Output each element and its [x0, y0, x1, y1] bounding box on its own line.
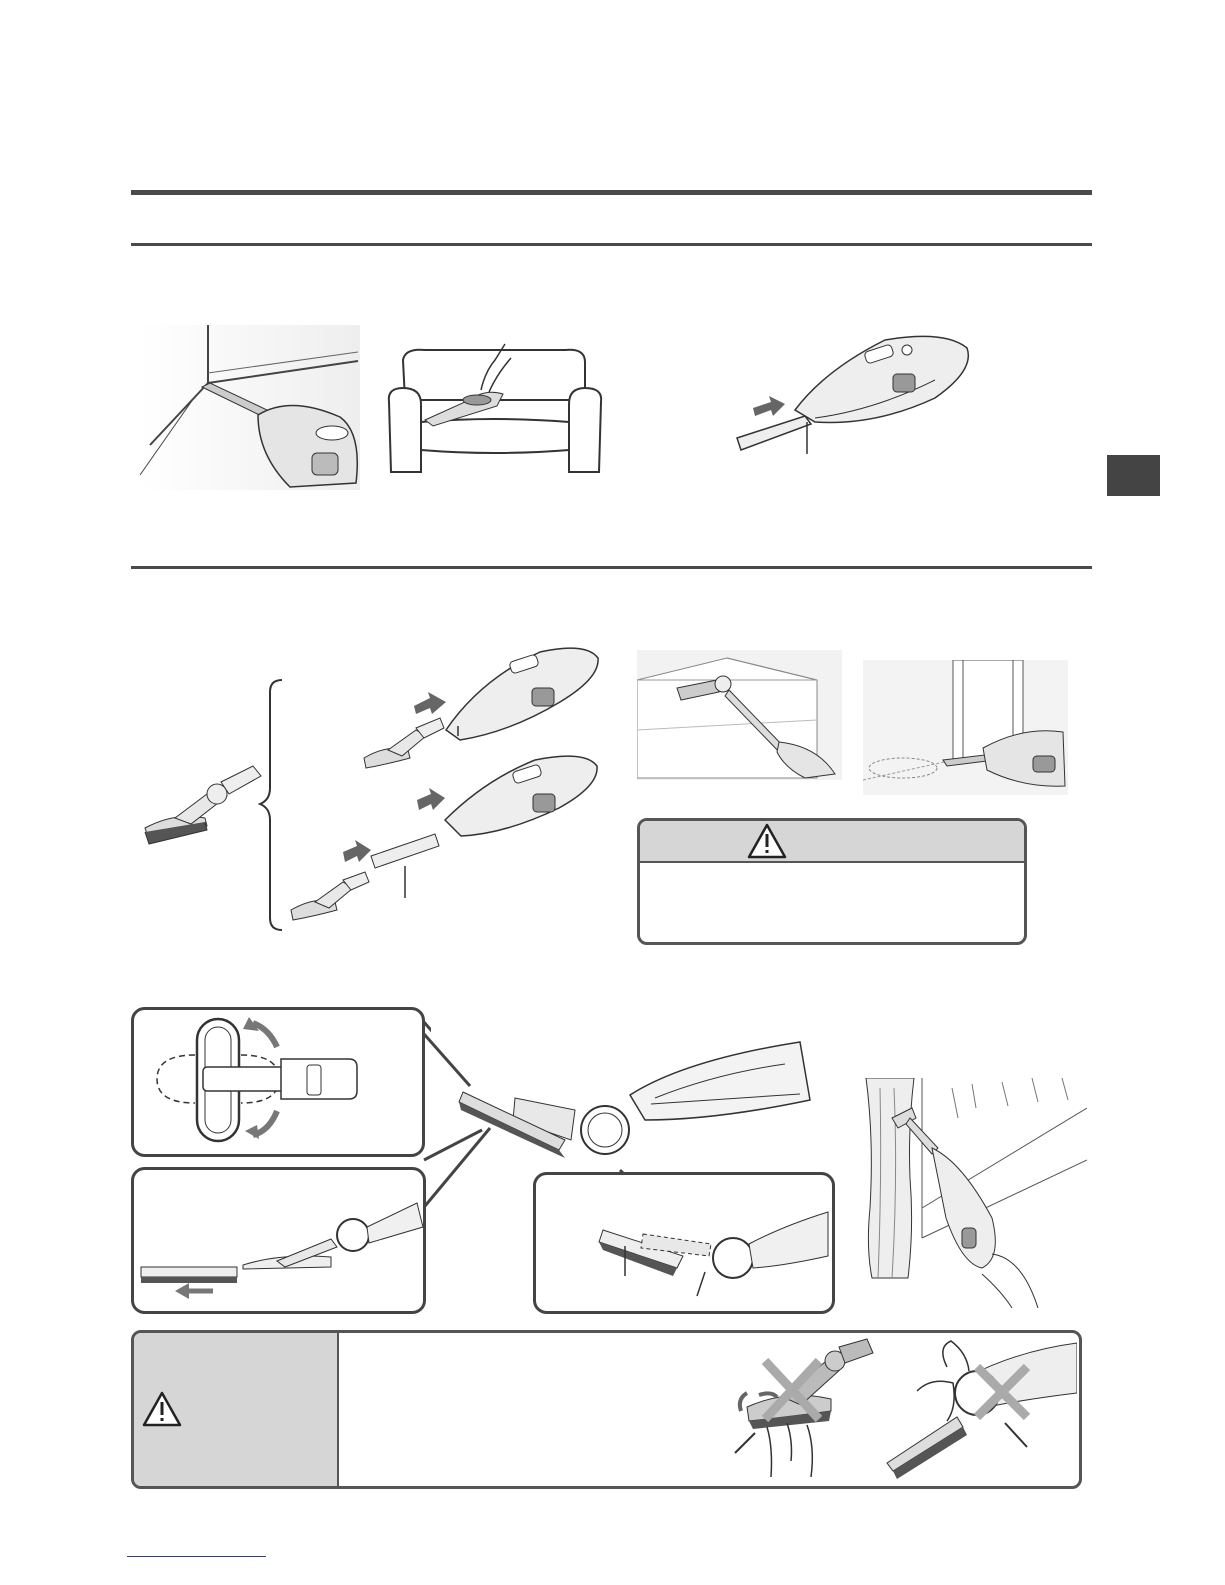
bracket-graphic	[258, 678, 288, 933]
caution-box	[637, 818, 1027, 945]
under-furniture-cleaning-illustration	[863, 660, 1068, 795]
furniture-top-cleaning-illustration	[637, 650, 842, 780]
brush-rotation-detail-panel	[131, 1007, 426, 1157]
caution-box-header	[640, 821, 1024, 863]
corner-cleaning-illustration	[140, 325, 360, 490]
brush-pinch-prohibited-illustration	[727, 1337, 882, 1482]
brush-attach-extension-illustration	[285, 750, 600, 930]
section-rule-2	[131, 566, 1092, 569]
footer-link-underline[interactable]	[127, 1556, 266, 1557]
brush-tool-illustration	[135, 760, 265, 855]
title-rule-thick	[131, 190, 1092, 195]
brush-release-detail-panel	[533, 1172, 836, 1314]
sofa-cleaning-illustration	[385, 330, 605, 480]
crevice-nozzle-attach-illustration	[735, 330, 975, 460]
warning-panel	[131, 1330, 1082, 1489]
section-rule-1	[131, 243, 1092, 246]
warning-panel-sidebar	[134, 1333, 339, 1486]
joint-pinch-prohibited-illustration	[877, 1337, 1077, 1482]
brush-removal-detail-panel	[131, 1167, 426, 1314]
chapter-tab	[1107, 455, 1160, 496]
warning-triangle-icon	[747, 823, 787, 859]
warning-triangle-icon	[142, 1391, 182, 1427]
curtain-cleaning-illustration	[862, 1078, 1087, 1308]
